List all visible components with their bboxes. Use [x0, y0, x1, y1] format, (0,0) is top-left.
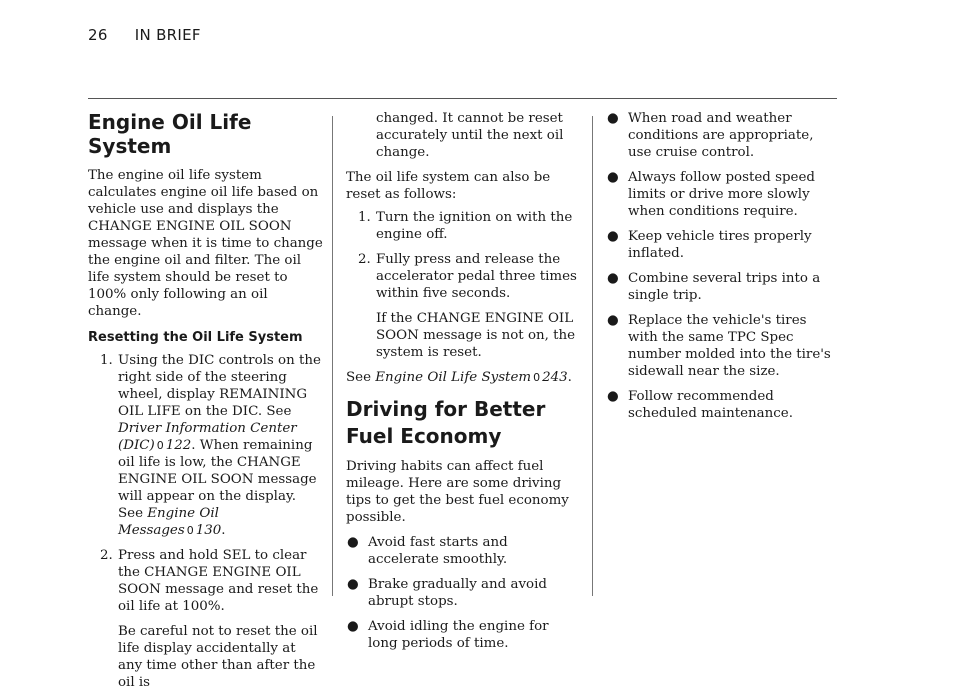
bullet-icon: ● — [347, 535, 359, 550]
step-number: 1. — [100, 353, 113, 368]
tip-text: Always follow posted speed limits or drive more slowly when conditions require. — [628, 170, 815, 219]
fuel-tip — [346, 576, 579, 610]
bullet-icon: ● — [607, 229, 619, 244]
fuel-tip — [606, 228, 838, 262]
alt-step-2 — [346, 251, 579, 302]
page-ref-icon: 0 — [533, 371, 541, 384]
page-header — [88, 26, 201, 44]
tip-text: Brake gradually and avoid abrupt stops. — [368, 577, 547, 609]
reset-step-1 — [88, 352, 324, 539]
step-number: 2. — [358, 252, 371, 267]
tip-text: Keep vehicle tires properly inflated. — [628, 229, 812, 261]
column-2 — [346, 110, 579, 652]
step-number: 2. — [100, 548, 113, 563]
tip-text: When road and weather conditions are appropriate, use cruise control. — [628, 111, 814, 160]
step-text: . — [221, 523, 226, 538]
step-text: Press and hold SEL to clear the CHANGE ENGINE OIL SOON message and reset the oil life at 100%. — [118, 548, 319, 614]
column-divider — [592, 116, 593, 596]
step-text: Turn the ignition on with the engine off. — [376, 210, 573, 242]
fuel-tip — [606, 270, 838, 304]
see-reference — [346, 369, 579, 386]
column-1 — [88, 110, 324, 691]
fuel-tip — [346, 534, 579, 568]
fuel-economy-intro: Driving habits can affect fuel mileage. Here are some driving tips to get the best fuel economy possible. — [346, 459, 569, 525]
page-ref-icon: 0 — [186, 524, 194, 537]
subheading-resetting: Resetting the Oil Life System — [88, 330, 303, 345]
oil-life-intro: The engine oil life system calculates engine oil life based on vehicle use and displays the CHANGE ENGINE OIL SOON message when it is time to change the engine oil and filter. The oil life system should be reset to 100% only following an oil change. — [88, 168, 323, 319]
step-text: Using the DIC controls on the right side of the steering wheel, display REMAINING OIL LIFE on the DIC. See — [118, 353, 321, 419]
header-rule — [88, 98, 837, 99]
engine-oil-messages-link[interactable]: Engine Oil Messages — [118, 506, 219, 538]
tip-text: Replace the vehicle's tires with the same TPC Spec number molded into the tire's sidewall near the size. — [628, 313, 831, 379]
alt-reset-intro: The oil life system can also be reset as follows: — [346, 170, 551, 202]
dic-reference-link[interactable]: Driver Information Center (DIC) — [118, 421, 297, 453]
bullet-icon: ● — [607, 389, 619, 404]
bullet-icon: ● — [607, 170, 619, 185]
step-text: Fully press and release the accelerator pedal three times within five seconds. — [376, 252, 577, 301]
bullet-icon: ● — [607, 271, 619, 286]
alt-step-1 — [346, 209, 579, 243]
fuel-tip — [606, 388, 838, 422]
column-divider — [332, 116, 333, 596]
section-title: IN BRIEF — [134, 26, 201, 44]
bullet-icon: ● — [347, 577, 359, 592]
column-3 — [606, 110, 838, 422]
fuel-tip — [606, 312, 838, 380]
bullet-icon: ● — [607, 313, 619, 328]
engine-oil-life-system-link[interactable]: Engine Oil Life System — [375, 370, 532, 385]
fuel-tip — [606, 110, 838, 161]
see-suffix: . — [567, 370, 572, 385]
page-reference[interactable]: 122 — [165, 438, 192, 453]
fuel-tip — [346, 618, 579, 652]
reset-step-2 — [88, 547, 324, 615]
tip-text: Avoid idling the engine for long periods of time. — [368, 619, 549, 651]
tip-text: Combine several trips into a single trip. — [628, 271, 821, 303]
page-reference[interactable]: 243 — [542, 370, 568, 385]
page-reference[interactable]: 130 — [195, 523, 222, 538]
step-text: . When remaining oil life is low, the CHANGE ENGINE OIL SOON message will appear on the display. See — [118, 438, 317, 521]
page-ref-icon: 0 — [156, 439, 164, 452]
see-prefix: See — [346, 370, 376, 385]
page-number: 26 — [88, 26, 108, 44]
heading-fuel-economy: Driving for Better Fuel Economy — [346, 397, 546, 448]
alt-step-2-note: If the CHANGE ENGINE OIL SOON message is not on, the system is reset. — [376, 311, 576, 360]
bullet-icon: ● — [347, 619, 359, 634]
fuel-tip — [606, 169, 838, 220]
step-number: 1. — [358, 210, 371, 225]
tip-text: Follow recommended scheduled maintenance. — [628, 389, 793, 421]
reset-caution: Be careful not to reset the oil life display accidentally at any time other than after the oil is — [118, 624, 318, 690]
heading-engine-oil-life-system: Engine Oil Life System — [88, 110, 252, 158]
reset-caution-continued: changed. It cannot be reset accurately until the next oil change. — [376, 111, 564, 160]
tip-text: Avoid fast starts and accelerate smoothly. — [368, 535, 508, 567]
bullet-icon: ● — [607, 111, 619, 126]
